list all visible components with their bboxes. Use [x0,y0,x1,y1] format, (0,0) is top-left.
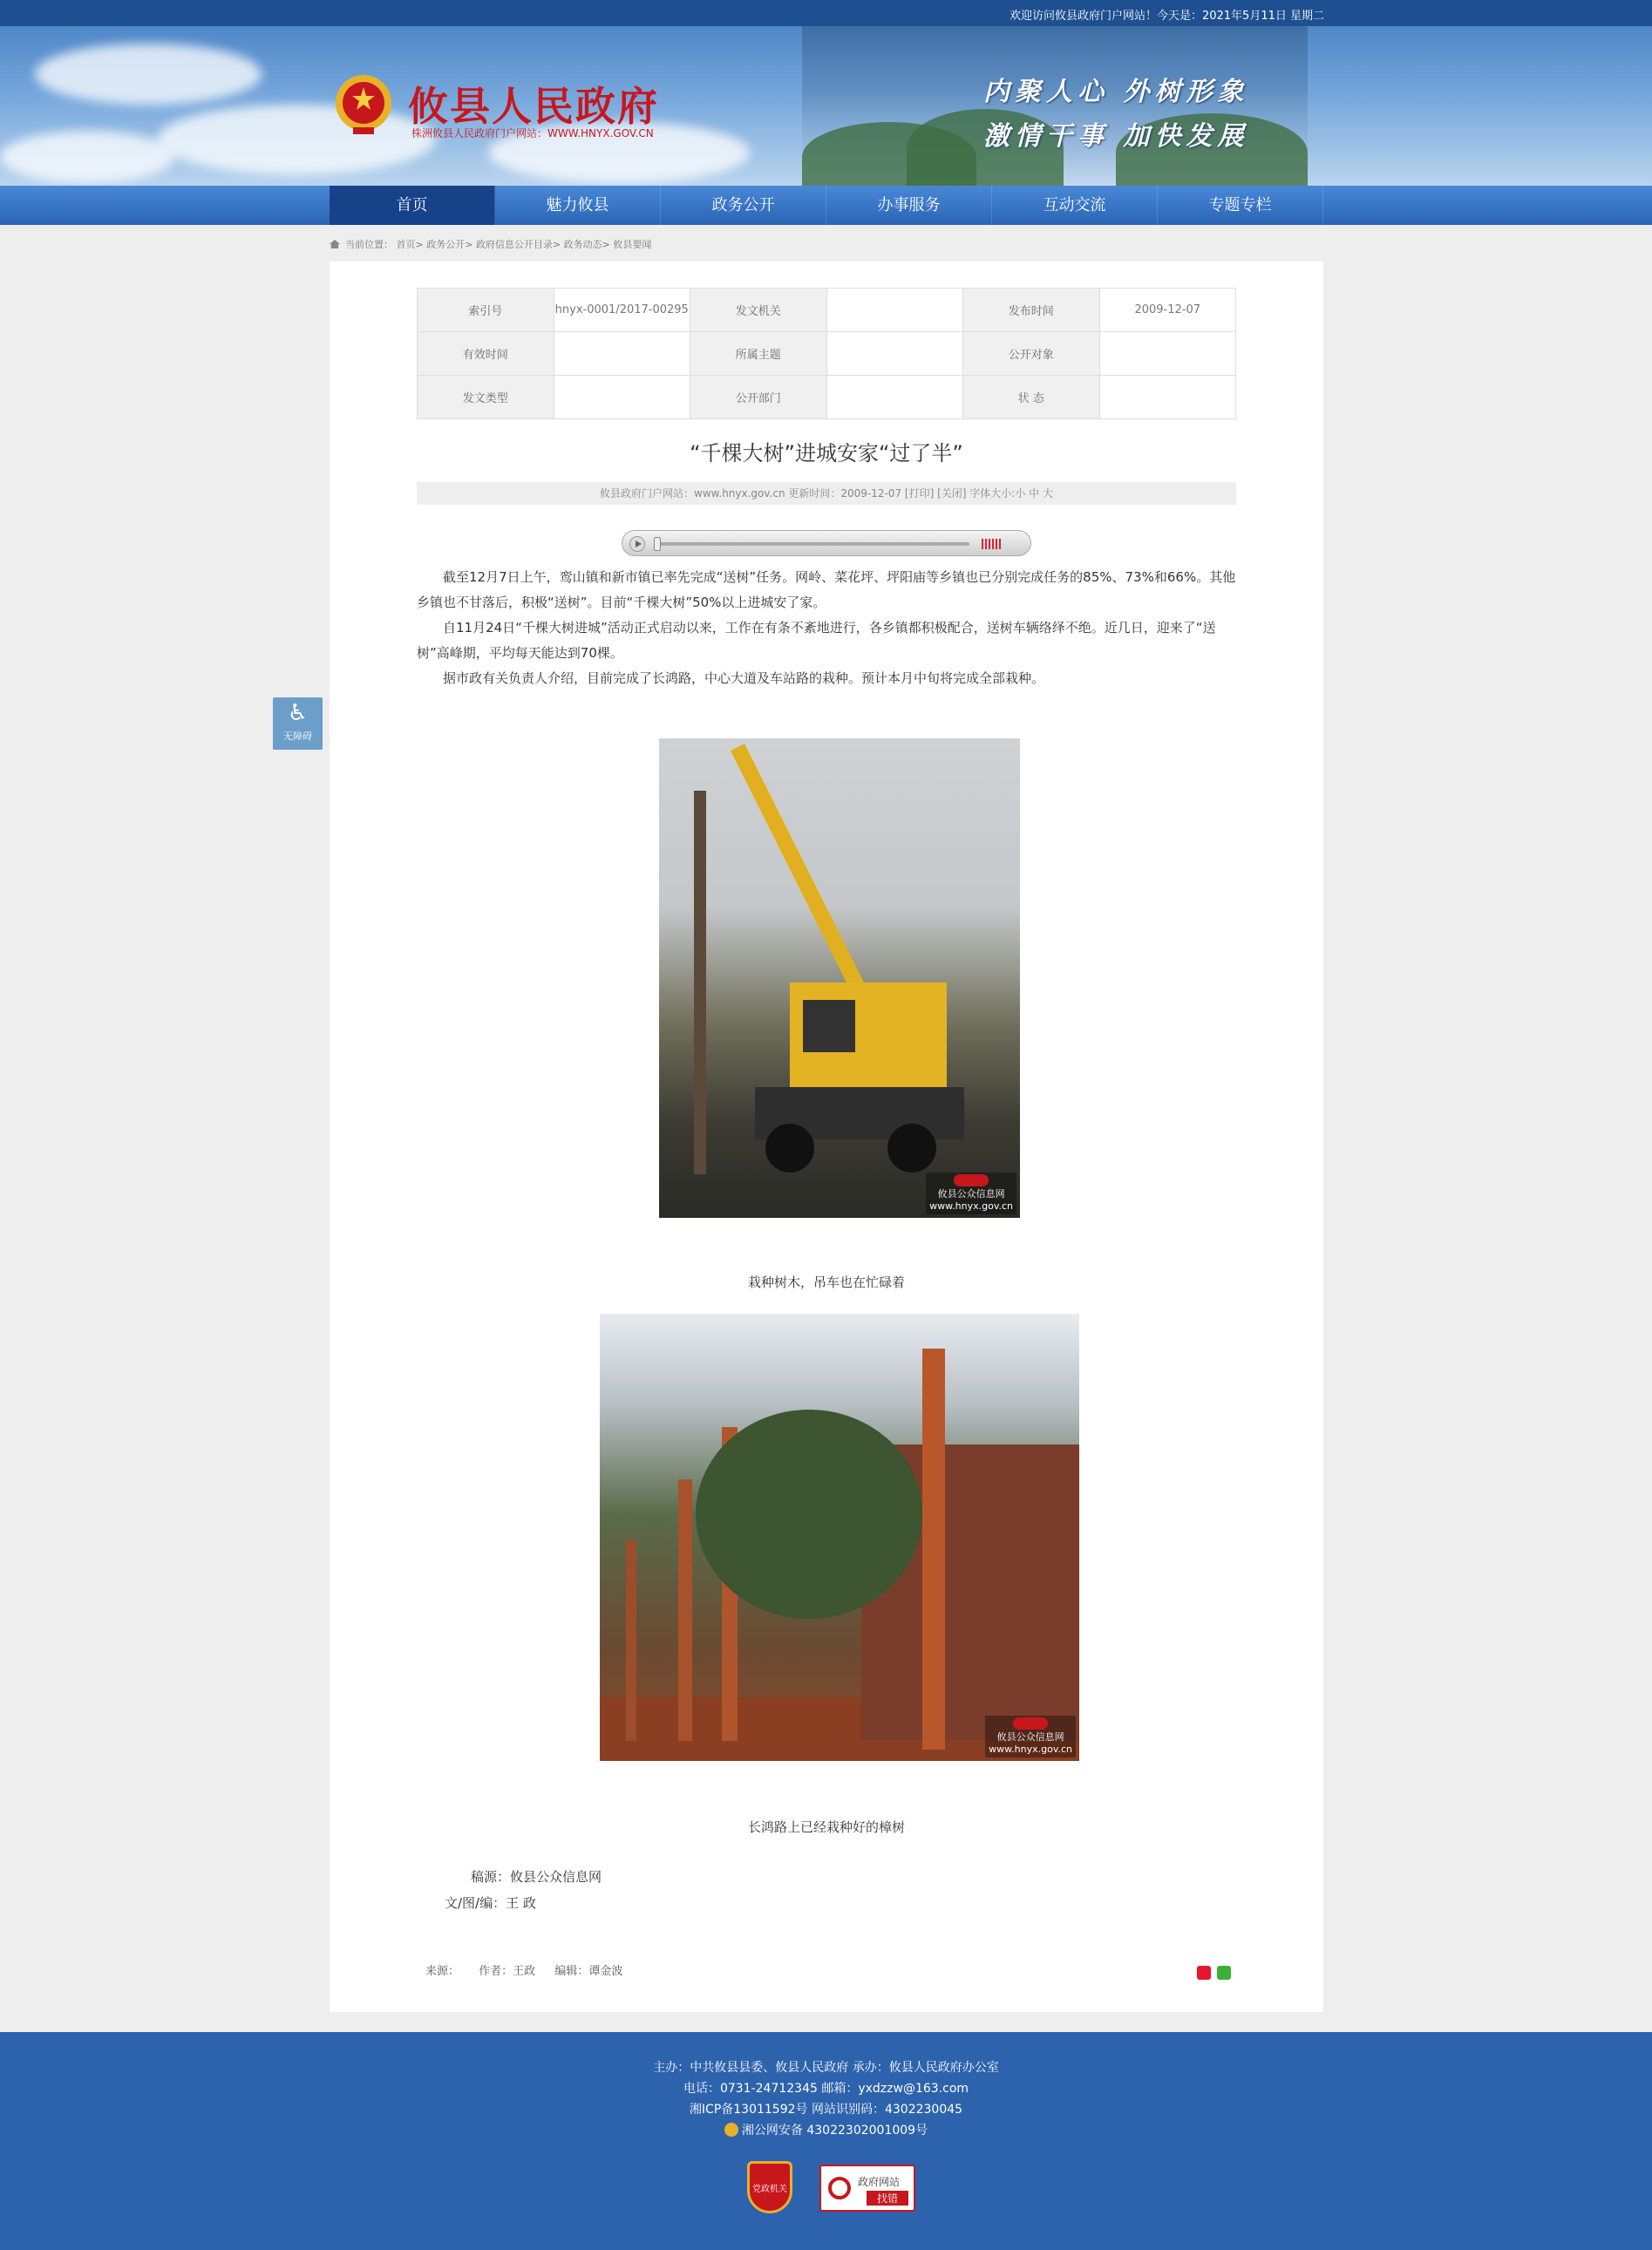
article-info-bar[interactable]: 攸县政府门户网站：www.hnyx.gov.cn 更新时间：2009-12-07 [打印] [关闭] 字体大小:小 中 大 [417,482,1236,505]
welcome-text: 欢迎访问攸县政府门户网站！今天是：2021年5月11日 星期二 [1009,10,1324,23]
article-footer-meta [425,1961,638,1978]
meta-value [1099,376,1236,419]
article-panel [330,262,1323,2012]
header-banner [0,26,1652,186]
meta-key: 发布时间 [963,289,1100,332]
article-source: 稿源：攸县公众信息网 [471,1869,602,1885]
meta-key: 索引号 [418,289,554,332]
article-editor: 文/图/编：王 政 [445,1895,536,1911]
watermark: 攸县公众信息网 www.hnyx.gov.cn [926,1173,1016,1214]
meta-value [554,376,690,419]
slogan-line-1: 内聚人心 外树形象 [983,77,1249,107]
home-icon [330,240,340,248]
magnifier-icon [828,2177,851,2199]
watermark-logo-icon [954,1174,989,1186]
nav-item-home[interactable]: 首页 [330,186,495,225]
play-icon[interactable] [629,536,645,552]
meta-value: hnyx-0001/2017-00295 [554,289,690,332]
crane-photo [659,738,1020,1218]
crane-illustration [659,738,1020,1218]
top-bar [0,0,1652,26]
site-footer [0,2032,1652,2250]
accessibility-button[interactable] [273,697,323,750]
table-row [418,289,1236,332]
wechat-share-icon[interactable] [1217,1966,1231,1980]
article-paragraph: 据市政有关负责人介绍，目前完成了长鸿路，中心大道及车站路的栽种。预计本月中旬将完成全部栽种。 [443,670,1045,686]
article-body [417,565,1236,691]
table-row [418,332,1236,376]
progress-track[interactable] [656,542,969,546]
breadcrumb-prefix: 当前位置： [345,239,393,250]
meta-value [554,332,690,376]
meta-value [1099,332,1236,376]
badge-title: 政府网站 [858,2176,901,2188]
weibo-share-icon[interactable] [1197,1966,1211,1980]
article-paragraph: 截至12月7日上午，鸾山镇和新市镇已率先完成“送树”任务。网岭、菜花坪、坪阳庙等乡镇也已分别完成任务的85%、73%和66%。其他乡镇也不甘落后，积极“送树”。目前“千棵大树”50%以上进城安了家。 [417,569,1236,610]
breadcrumb-link-home[interactable]: 首页 [396,239,416,250]
watermark: 攸县公众信息网 www.hnyx.gov.cn [985,1716,1076,1757]
meta-key: 状 态 [963,376,1100,419]
wheelchair-icon: ♿ [287,700,309,726]
meta-key: 所属主题 [690,332,827,376]
meta-key: 有效时间 [418,332,554,376]
meta-value: 2009-12-07 [1099,289,1236,332]
watermark-logo-icon [1013,1717,1048,1730]
meta-key: 公开对象 [963,332,1100,376]
main-nav [0,186,1652,225]
nav-item-charm[interactable]: 魅力攸县 [495,186,661,225]
photo-caption-2: 长鸿路上已经栽种好的樟树 [747,1819,905,1835]
camphor-trees-photo [600,1314,1079,1761]
meta-value [826,376,963,419]
footer-icp[interactable]: 湘ICP备13011592号 网站识别码：4302230045 [689,2103,963,2117]
breadcrumb-link-gov-affairs[interactable]: 政务公开 [426,239,466,250]
article-title: “千棵大树”进城安家“过了半” [690,441,963,466]
national-emblem-icon [334,73,393,136]
footer-sponsor: 主办：中共攸县县委、攸县人民政府 承办：攸县人民政府办公室 [653,2061,999,2075]
nav-item-gov-affairs[interactable]: 政务公开 [661,186,826,225]
breadcrumb-link-news[interactable]: 政务动态 [563,239,602,250]
breadcrumb: 当前位置： 首页> 政务公开> 政府信息公开目录> 政务动态> 攸县要闻 [330,237,651,251]
progress-handle[interactable] [654,537,661,551]
document-meta-table [417,288,1236,419]
footer-contact: 电话：0731-24712345 邮箱：yxdzzw@163.com [683,2082,969,2096]
gov-site-error-report-badge[interactable] [819,2165,915,2212]
police-badge-icon [724,2123,738,2137]
article-paragraph: 自11月24日“千棵大树进城”活动正式启动以来，工作在有条不紊地进行，各乡镇都积极配合，送树车辆络绎不绝。近几日，迎来了“送树”高峰期，平均每天能达到70棵。 [417,620,1216,661]
footer-editor: 编辑：谭金波 [554,1965,623,1978]
meta-key: 公开部门 [690,376,827,419]
table-row [418,376,1236,419]
audio-player[interactable] [622,530,1031,556]
nav-item-services[interactable]: 办事服务 [826,186,992,225]
party-gov-badge[interactable]: 党政机关 [747,2161,792,2213]
accessibility-label: 无障碍 [283,731,312,742]
badge-action: 找错 [867,2191,908,2206]
footer-source: 来源： [425,1965,460,1978]
breadcrumb-link-catalog[interactable]: 政府信息公开目录 [475,239,553,250]
trees-illustration [600,1314,1079,1761]
breadcrumb-link-local-news[interactable]: 攸县要闻 [613,239,652,250]
volume-icon[interactable] [982,539,1003,549]
site-subtitle: 株洲攸县人民政府门户网站：WWW.HNYX.GOV.CN [411,127,654,139]
nav-item-interaction[interactable]: 互动交流 [992,186,1158,225]
slogan-line-2: 激情干事 加快发展 [983,121,1249,152]
footer-author: 作者：王政 [479,1965,536,1978]
meta-key: 发文机关 [690,289,827,332]
meta-value [826,332,963,376]
nav-item-topics[interactable]: 专题专栏 [1158,186,1323,225]
photo-caption-1: 栽种树木，吊车也在忙碌着 [747,1275,905,1290]
meta-key: 发文类型 [418,376,554,419]
meta-value [826,289,963,332]
site-title[interactable]: 攸县人民政府 [408,83,659,130]
footer-police-record[interactable]: 湘公网安备 43022302001009号 [0,2121,1652,2138]
